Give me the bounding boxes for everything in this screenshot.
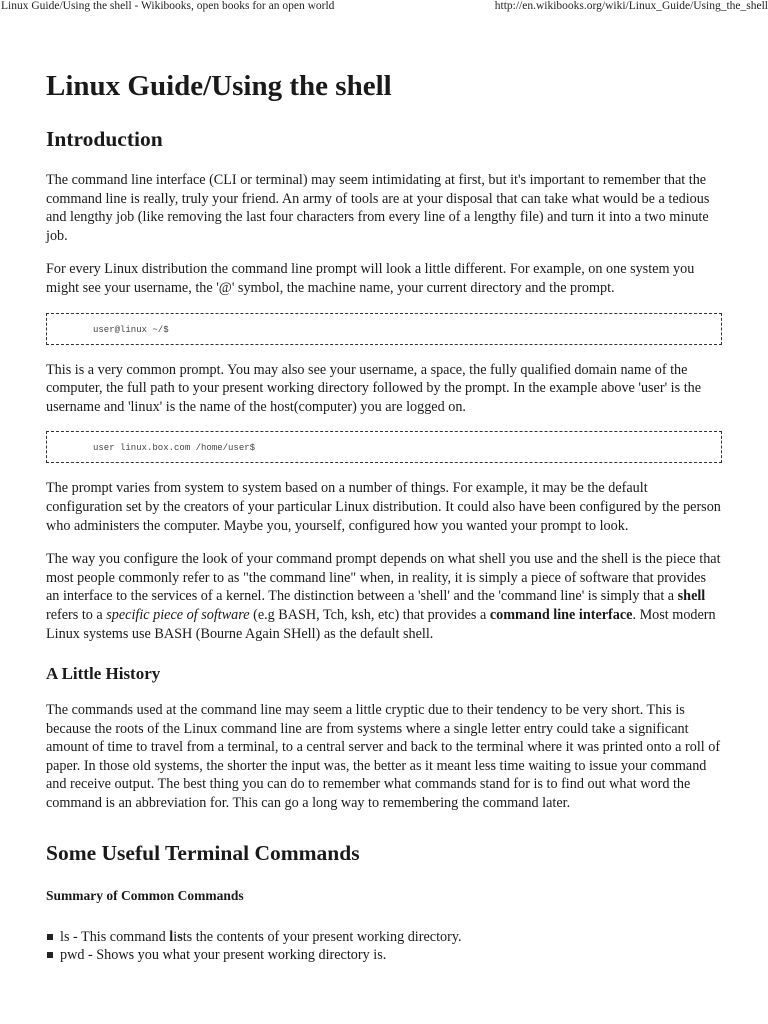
- section-heading-commands: Some Useful Terminal Commands: [46, 840, 360, 865]
- p5-italic-software: specific piece of software: [106, 606, 250, 623]
- history-paragraph: The commands used at the command line may seem a little cryptic due to their tendency to be very short. This is because the roots of the Linux command line are from systems where a single letter entry could take a significant amount of time to travel from a terminal, to a central server and back to the terminal where it was printed onto a roll of paper. In those old systems, the shorter the input was, the better as it meant less time waiting to issue your command and receive output. The best thing you can do to remember what commands stand for is to find out what word the command is an abbreviation for. This can go a long way to remembering the command later.: [46, 702, 721, 812]
- section-heading-introduction: Introduction: [46, 127, 163, 151]
- bullet-icon: [47, 934, 53, 940]
- page-title: Linux Guide/Using the shell: [46, 70, 392, 102]
- p5-bold-shell: shell: [677, 588, 706, 605]
- subheading-summary: Summary of Common Commands: [46, 887, 244, 903]
- p5-text-a: The way you configure the look of your command prompt depends on what shell you use and the shell is the piece that most people commonly refer to as "the command line" when, in reality, it is simply a piece of software that provides an interface to the services of a kernel. The distinction between a 'shell' and the 'command line' is simply that a: [46, 551, 721, 605]
- print-header: [0, 0, 768, 16]
- p5-bold-cli: command line interface: [489, 606, 633, 623]
- list-item: ls - This command lists the contents of your present working directory.: [22, 928, 722, 946]
- p5-text-e: (e.g BASH, Tch, ksh, etc) that provides a: [249, 606, 490, 623]
- intro-paragraph-3: This is a very common prompt. You may also see your username, a space, the fully qualified domain name of the computer, the full path to your present working directory followed by the prompt. In the example above 'user' is the username and 'linux' is the name of the host(computer) you are logged on.: [46, 361, 702, 415]
- intro-paragraph-2: For every Linux distribution the command line prompt will look a little different. For example, on one system you might see your username, the '@' symbol, the machine name, your current directory and the prompt.: [46, 261, 695, 296]
- print-header-url[interactable]: http://en.wikibooks.org/wiki/Linux_Guide/Using_the_shell: [494, 0, 768, 12]
- code-block-prompt-2: user linux.box.com /home/user$: [46, 431, 722, 463]
- bullet-icon: [47, 952, 53, 958]
- code-block-prompt-1: user@linux ~/$: [46, 313, 722, 345]
- article-content: [46, 66, 722, 964]
- intro-paragraph-4: The prompt varies from system to system based on a number of things. For example, it may be the default configuration set by the creators of your particular Linux distribution. It could also have been configured by the person who administers the computer. Maybe you, yourself, configured how you wanted your prompt to look.: [46, 480, 721, 534]
- intro-paragraph-1: The command line interface (CLI or terminal) may seem intimidating at first, but it's important to remember that the command line is really, truly your friend. An army of tools are at your disposal that can take what would be a tedious and lengthy job (like removing the last four characters from every line of a lengthy file) and turn it into a two minute job.: [46, 172, 710, 244]
- list-item: pwd - Shows you what your present working directory is.: [22, 946, 722, 964]
- p5-text-g: . Most modern Linux systems use BASH (Bourne Again SHell) as the default shell.: [46, 606, 716, 642]
- print-header-title: Linux Guide/Using the shell - Wikibooks, open books for an open world: [1, 0, 335, 12]
- p5-text-c: refers to a: [46, 606, 107, 623]
- intro-paragraph-5: [46, 550, 722, 643]
- command-list: [22, 928, 722, 964]
- section-heading-history: A Little History: [46, 664, 161, 684]
